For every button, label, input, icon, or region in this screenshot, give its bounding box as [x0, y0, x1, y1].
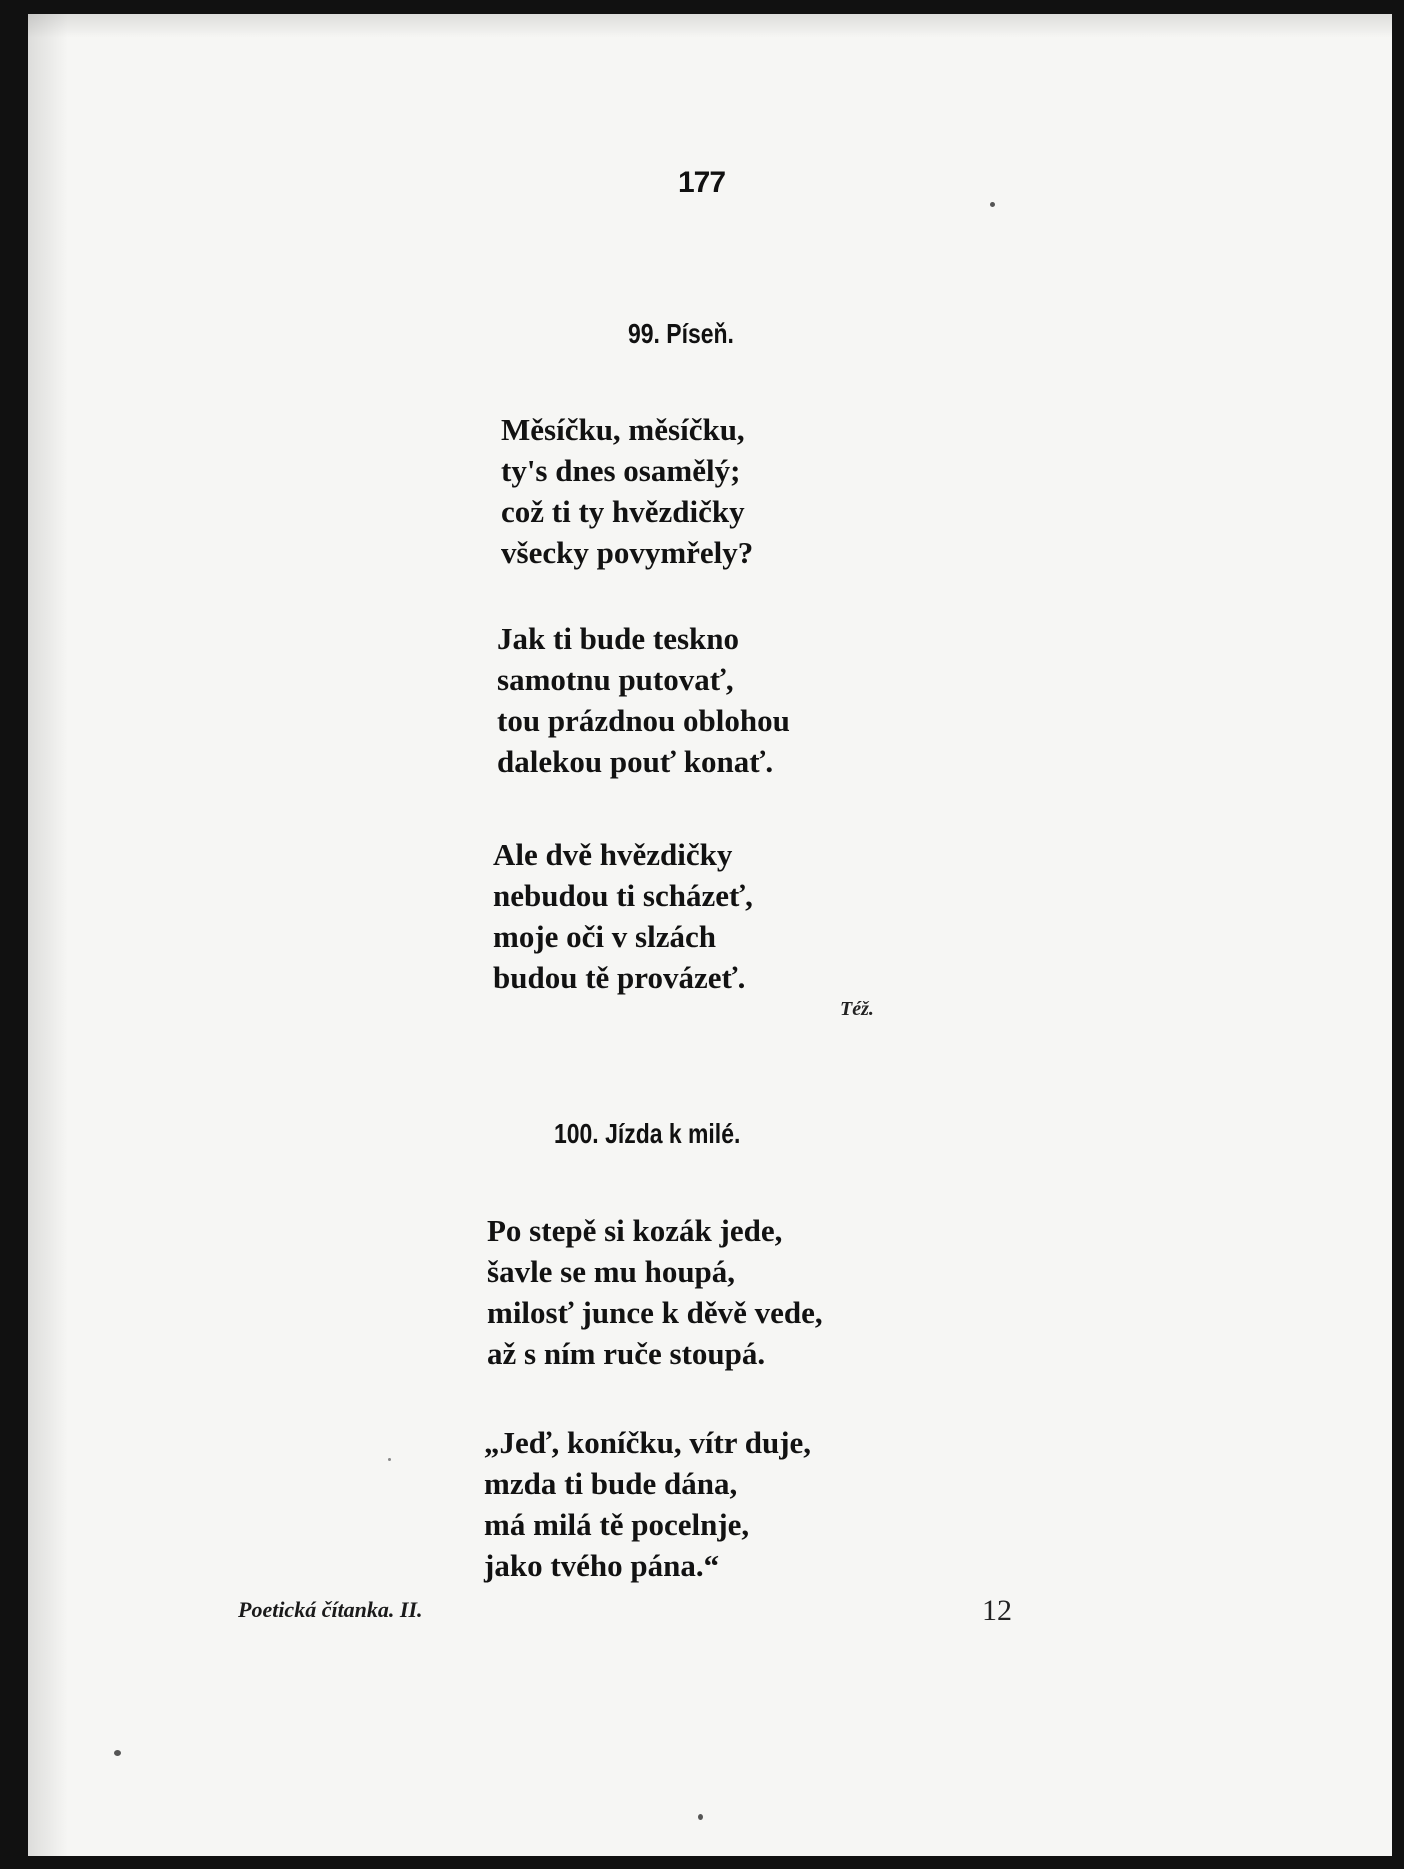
verse-line: až s ním ruče stoupá. — [487, 1336, 766, 1371]
verse-line: šavle se mu houpá, — [487, 1254, 736, 1289]
stanza — [501, 409, 753, 573]
poem-title: 99. Píseň. — [628, 318, 734, 349]
verse-line: tou prázdnou oblohou — [497, 703, 790, 738]
verse-line: Měsíčku, měsíčku, — [501, 412, 745, 447]
verse-line: což ti ty hvězdičky — [501, 494, 745, 529]
ink-speck — [698, 1814, 703, 1820]
ink-speck — [990, 202, 995, 207]
verse-line: Po stepě si kozák jede, — [487, 1213, 783, 1248]
page-edge-shadow — [28, 14, 68, 1856]
book-page — [28, 14, 1392, 1856]
stanza — [484, 1422, 811, 1586]
stanza — [493, 834, 753, 998]
verse-line: nebudou ti scházeť, — [493, 878, 753, 913]
verse-line: moje oči v slzách — [493, 919, 716, 954]
verse-line: dalekou pouť konať. — [497, 744, 774, 779]
poem-attribution: Též. — [840, 998, 874, 1020]
ink-speck — [114, 1750, 121, 1756]
book-signature: Poetická čítanka. II. — [238, 1597, 423, 1622]
verse-line: Ale dvě hvězdičky — [493, 837, 733, 872]
page-number: 177 — [678, 166, 726, 199]
verse-line: samotnu putovať, — [497, 662, 734, 697]
page-top-shadow — [28, 14, 1392, 38]
verse-line: jako tvého pána.“ — [484, 1548, 720, 1583]
verse-line: budou tě provázeť. — [493, 960, 746, 995]
verse-line: má milá tě pocelnje, — [484, 1507, 750, 1542]
poem-title: 100. Jízda k milé. — [554, 1118, 741, 1149]
verse-line: Jak ti bude teskno — [497, 621, 740, 656]
verse-line: všecky povymřely? — [501, 535, 754, 570]
verse-line: milosť junce k děvě vede, — [487, 1295, 823, 1330]
verse-line: „Jeď, koníčku, vítr duje, — [484, 1425, 812, 1460]
stanza — [487, 1210, 823, 1374]
stanza — [497, 618, 790, 782]
verse-line: mzda ti bude dána, — [484, 1466, 738, 1501]
signature-number: 12 — [982, 1594, 1012, 1627]
verse-line: ty's dnes osamělý; — [501, 453, 741, 488]
ink-speck — [388, 1458, 391, 1461]
